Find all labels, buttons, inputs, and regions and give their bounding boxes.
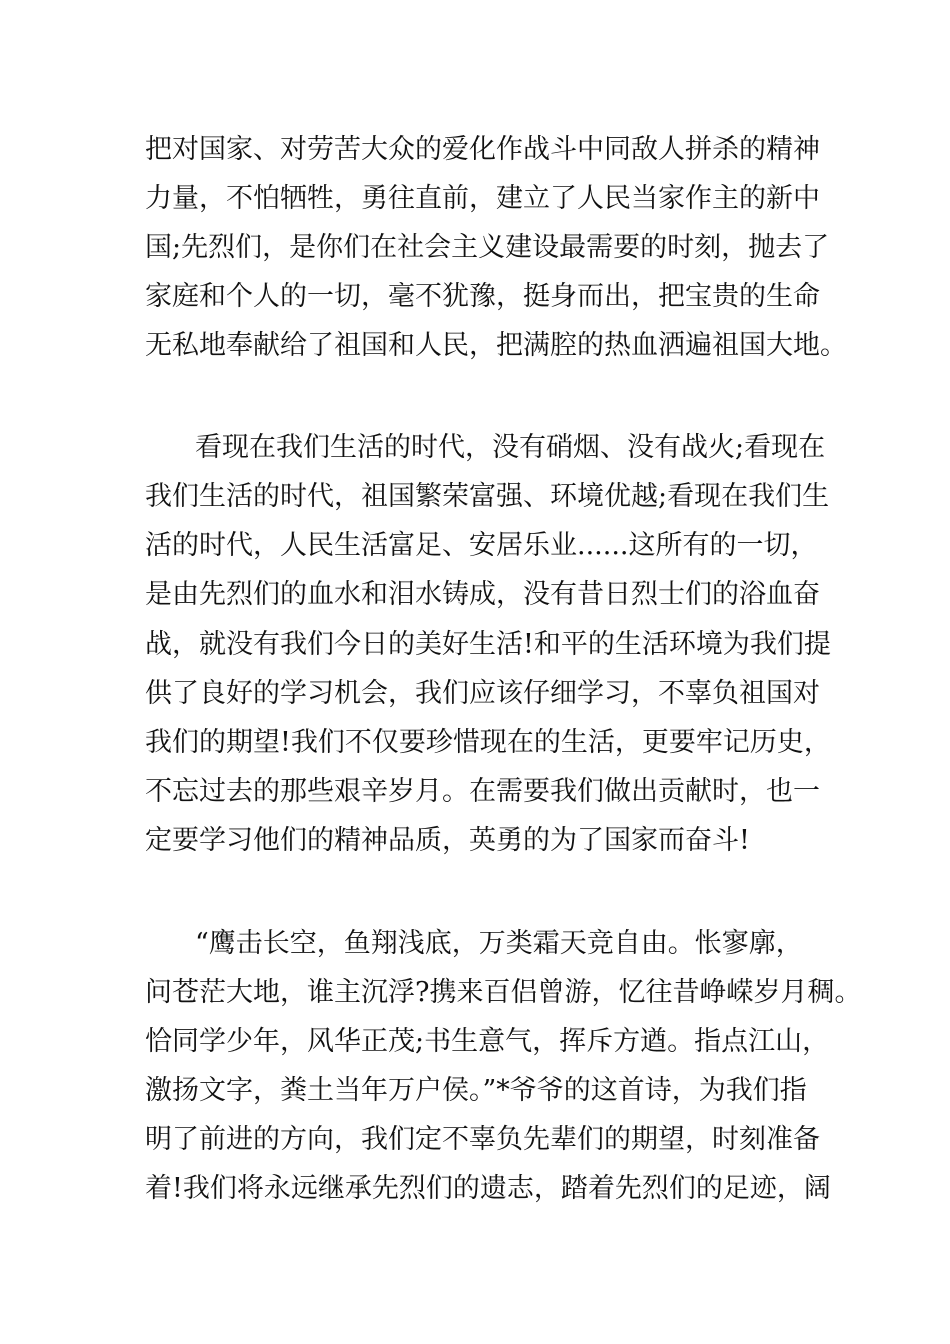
- paragraph-3-line-5: 明了前进的方向，我们定不辜负先辈们的期望，时刻准备: [145, 1124, 820, 1155]
- paragraph-2-line-9: 定要学习他们的精神品质，英勇的为了国家而奋斗!: [145, 825, 750, 856]
- paragraph-1-line-1: 把对国家、对劳苦大众的爱化作战斗中同敌人拼杀的精神: [145, 134, 820, 165]
- paragraph-1-line-2: 力量，不怕牺牲，勇往直前，建立了人民当家作主的新中: [145, 183, 820, 214]
- paragraph-1-line-3: 国;先烈们，是你们在社会主义建设最需要的时刻，抛去了: [145, 232, 830, 263]
- paragraph-3-line-4: 激扬文字，粪土当年万户侯。”*爷爷的这首诗，为我们指: [145, 1075, 807, 1106]
- paragraph-3-line-2: 问苍茫大地，谁主沉浮?携来百侣曾游，忆往昔峥嵘岁月稠。: [145, 977, 862, 1008]
- paragraph-2-line-3: 活的时代，人民生活富足、安居乐业......这所有的一切，: [145, 530, 818, 561]
- paragraph-2-line-1: 看现在我们生活的时代，没有硝烟、没有战火;看现在: [195, 432, 826, 463]
- paragraph-2-line-2: 我们生活的时代，祖国繁荣富强、环境优越;看现在我们生: [145, 481, 830, 512]
- paragraph-2-line-4: 是由先烈们的血水和泪水铸成，没有昔日烈士们的浴血奋: [145, 579, 820, 610]
- paragraph-2-line-6: 供了良好的学习机会，我们应该仔细学习，不辜负祖国对: [145, 678, 820, 709]
- paragraph-2-line-5: 战，就没有我们今日的美好生活!和平的生活环境为我们提: [145, 629, 831, 660]
- paragraph-3-line-3: 恰同学少年，风华正茂;书生意气，挥斥方遒。指点江山，: [145, 1026, 830, 1057]
- paragraph-1-line-4: 家庭和个人的一切，毫不犹豫，挺身而出，把宝贵的生命: [145, 281, 820, 312]
- paragraph-2-line-8: 不忘过去的那些艰辛岁月。在需要我们做出贡献时，也一: [145, 776, 820, 807]
- paragraph-1-line-5: 无私地奉献给了祖国和人民，把满腔的热血洒遍祖国大地。: [145, 330, 847, 361]
- paragraph-3-line-1: “鹰击长空，鱼翔浅底，万类霜天竞自由。怅寥廓，: [195, 928, 803, 959]
- paragraph-2-line-7: 我们的期望!我们不仅要珍惜现在的生活，更要牢记历史，: [145, 727, 831, 758]
- paragraph-3-line-6: 着!我们将永远继承先烈们的遗志，踏着先烈们的足迹，阔: [145, 1173, 831, 1204]
